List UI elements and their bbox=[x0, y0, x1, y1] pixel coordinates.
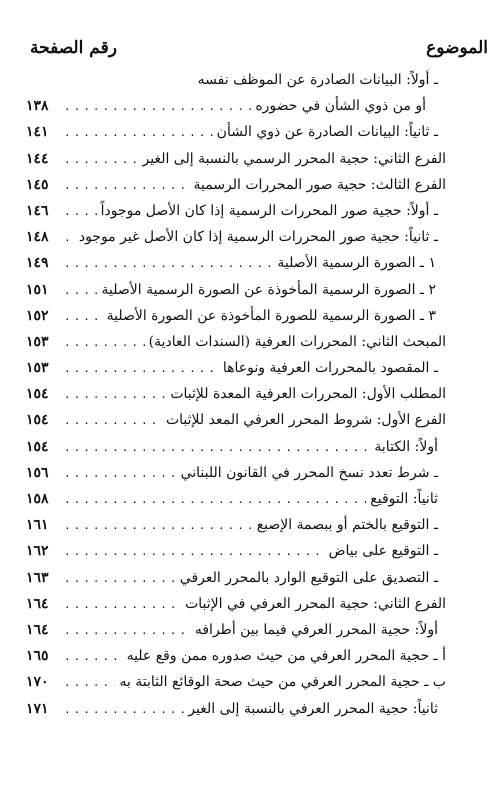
toc-entry-page: ١٦٥ bbox=[26, 648, 49, 665]
toc-entry-title: المطلب الأول: المحررات العرفية المعدة للإثبات bbox=[170, 386, 446, 403]
toc-entry-title: ثانياً: التوقيع bbox=[370, 491, 438, 507]
toc-entry bbox=[26, 250, 446, 276]
toc-entry bbox=[26, 643, 446, 669]
toc-entry-page: ١٤٦ bbox=[26, 202, 49, 219]
toc-entry-page: ١٥٤ bbox=[26, 386, 49, 403]
toc-entry-title: ـ شرط تعدد نسخ المحرر في القانون اللبناني bbox=[180, 464, 438, 481]
toc-entry-page: ١٦٣ bbox=[26, 569, 49, 586]
toc-entry-page: ١٣٨ bbox=[26, 98, 49, 115]
toc-entry-title: أولاً: حجية المحرر العرفي فيما بين أطرافه bbox=[194, 621, 438, 638]
dot-leader bbox=[64, 644, 123, 670]
table-of-contents bbox=[26, 67, 446, 722]
toc-entry-title: ٣ ـ الصورة الرسمية للصورة المأخوذة عن الصورة الأصلية bbox=[106, 307, 436, 324]
toc-entry-page: ١٥٨ bbox=[26, 491, 49, 507]
toc-entry-page: ١٥٦ bbox=[26, 464, 49, 481]
dot-leader bbox=[64, 278, 98, 304]
dot-leader bbox=[64, 147, 138, 173]
toc-entry-title: أ ـ حجية المحرر العرفي من حيث صدوره ممن وقع عليه bbox=[126, 648, 446, 665]
toc-entry-title: أولاً: الكتابة bbox=[374, 438, 438, 455]
toc-entry bbox=[26, 198, 446, 224]
toc-entry-title: ـ التوقيع بالختم أو ببصمة الإصبع bbox=[256, 517, 438, 534]
toc-entry bbox=[26, 460, 446, 486]
toc-entry bbox=[26, 486, 446, 512]
toc-entry-title: أو من ذوي الشأن في حضوره bbox=[255, 98, 426, 115]
dot-leader bbox=[64, 408, 162, 434]
toc-entry-page: ١٥٢ bbox=[26, 307, 49, 324]
dot-leader bbox=[64, 382, 166, 408]
toc-entry-page: ١٥٤ bbox=[26, 438, 49, 455]
toc-entry bbox=[26, 512, 446, 538]
toc-entry-title: الفرع الثاني: حجية المحرر الرسمي بالنسبة إلى الغير bbox=[142, 150, 446, 167]
dot-leader bbox=[64, 356, 219, 382]
toc-entry bbox=[26, 355, 446, 381]
toc-entry-title: ب ـ حجية المحرر العرفي من حيث صحة الوقائع الثابتة به bbox=[119, 674, 446, 691]
toc-entry-page: ١٥٤ bbox=[26, 412, 49, 429]
toc-entry-page: ١٤٥ bbox=[26, 176, 49, 193]
toc-entry bbox=[26, 434, 446, 460]
toc-entry-page: ١٤٨ bbox=[26, 229, 49, 246]
dot-leader bbox=[64, 487, 366, 513]
dot-leader bbox=[64, 461, 177, 487]
toc-entry-title: المبحث الثاني: المحررات العرفية (السندات العادية) bbox=[148, 333, 446, 350]
toc-header bbox=[30, 38, 488, 68]
toc-entry-page: ١٧٠ bbox=[26, 674, 49, 691]
dot-leader bbox=[64, 94, 251, 120]
dot-leader bbox=[64, 539, 325, 565]
dot-leader bbox=[64, 330, 145, 356]
dot-leader bbox=[64, 251, 273, 277]
toc-entry-page: ١٧١ bbox=[26, 700, 49, 717]
toc-entry-title: ثانياً: حجية المحرر العرفي بالنسبة إلى الغير bbox=[188, 700, 438, 717]
toc-entry bbox=[26, 407, 446, 433]
toc-entry-title: ـ أولاً: حجية صور المحررات الرسمية إذا كان الأصل موجوداً bbox=[100, 202, 438, 219]
toc-entry-page: ١٤١ bbox=[26, 124, 49, 141]
toc-entry-title: الفرع الأول: شروط المحرر العرفي المعد للإثبات bbox=[165, 412, 446, 429]
toc-entry bbox=[26, 669, 446, 695]
toc-entry bbox=[26, 303, 446, 329]
toc-entry bbox=[26, 67, 446, 93]
toc-entry-page: ١٤٩ bbox=[26, 255, 49, 272]
toc-entry-title: ١ ـ الصورة الرسمية الأصلية bbox=[277, 255, 436, 272]
toc-entry bbox=[26, 696, 446, 722]
toc-entry bbox=[26, 93, 446, 119]
toc-entry-title: ـ أولاً: البيانات الصادرة عن الموظف نفسه bbox=[197, 72, 438, 88]
toc-entry-title: ٢ ـ الصورة الرسمية المأخوذة عن الصورة الرسمية الأصلية bbox=[101, 281, 436, 298]
toc-entry-page: ١٥٣ bbox=[26, 360, 49, 377]
dot-leader bbox=[64, 435, 370, 461]
dot-leader bbox=[64, 173, 189, 199]
toc-entry bbox=[26, 617, 446, 643]
dot-leader bbox=[64, 120, 213, 146]
dot-leader bbox=[64, 697, 184, 723]
dot-leader bbox=[64, 513, 253, 539]
toc-entry-page: ١٤٤ bbox=[26, 150, 49, 167]
toc-entry-title: ـ التصديق على التوقيع الوارد بالمحرر العرفي bbox=[179, 569, 438, 586]
dot-leader bbox=[64, 199, 97, 225]
toc-entry-title: الفرع الثالث: حجية صور المحررات الرسمية bbox=[193, 176, 446, 193]
toc-entry bbox=[26, 538, 446, 564]
toc-entry-title: ـ ثانياً: حجية صور المحررات الرسمية إذا كان الأصل غير موجود bbox=[78, 229, 438, 246]
toc-entry-page: ١٥٣ bbox=[26, 333, 49, 350]
toc-entry bbox=[26, 277, 446, 303]
dot-leader bbox=[64, 592, 181, 618]
toc-entry-page: ١٥١ bbox=[26, 281, 49, 298]
page-number-column-heading: رقم الصفحة bbox=[30, 38, 117, 58]
toc-entry bbox=[26, 119, 446, 145]
toc-entry-page: ١٦١ bbox=[26, 517, 49, 534]
dot-leader bbox=[64, 225, 75, 251]
toc-entry-title: ـ ثانياً: البيانات الصادرة عن ذوي الشأن bbox=[216, 124, 438, 141]
dot-leader bbox=[64, 670, 115, 696]
toc-entry bbox=[26, 329, 446, 355]
dot-leader bbox=[64, 566, 176, 592]
subject-column-heading: الموضوع bbox=[426, 38, 488, 58]
toc-entry-page: ١٦٢ bbox=[26, 543, 49, 560]
toc-entry bbox=[26, 381, 446, 407]
toc-entry bbox=[26, 591, 446, 617]
toc-entry-title: ـ التوقيع على بياض bbox=[328, 543, 438, 560]
toc-entry bbox=[26, 565, 446, 591]
toc-entry-title: ـ المقصود بالمحررات العرفية ونوعاها bbox=[222, 360, 438, 377]
toc-entry bbox=[26, 172, 446, 198]
dot-leader bbox=[64, 304, 103, 330]
toc-entry-page: ١٦٤ bbox=[26, 595, 49, 612]
toc-entry-title: الفرع الثاني: حجية المحرر العرفي في الإثبات bbox=[185, 595, 446, 612]
toc-entry bbox=[26, 146, 446, 172]
toc-entry-page: ١٦٤ bbox=[26, 621, 49, 638]
toc-entry bbox=[26, 224, 446, 250]
dot-leader bbox=[64, 618, 191, 644]
